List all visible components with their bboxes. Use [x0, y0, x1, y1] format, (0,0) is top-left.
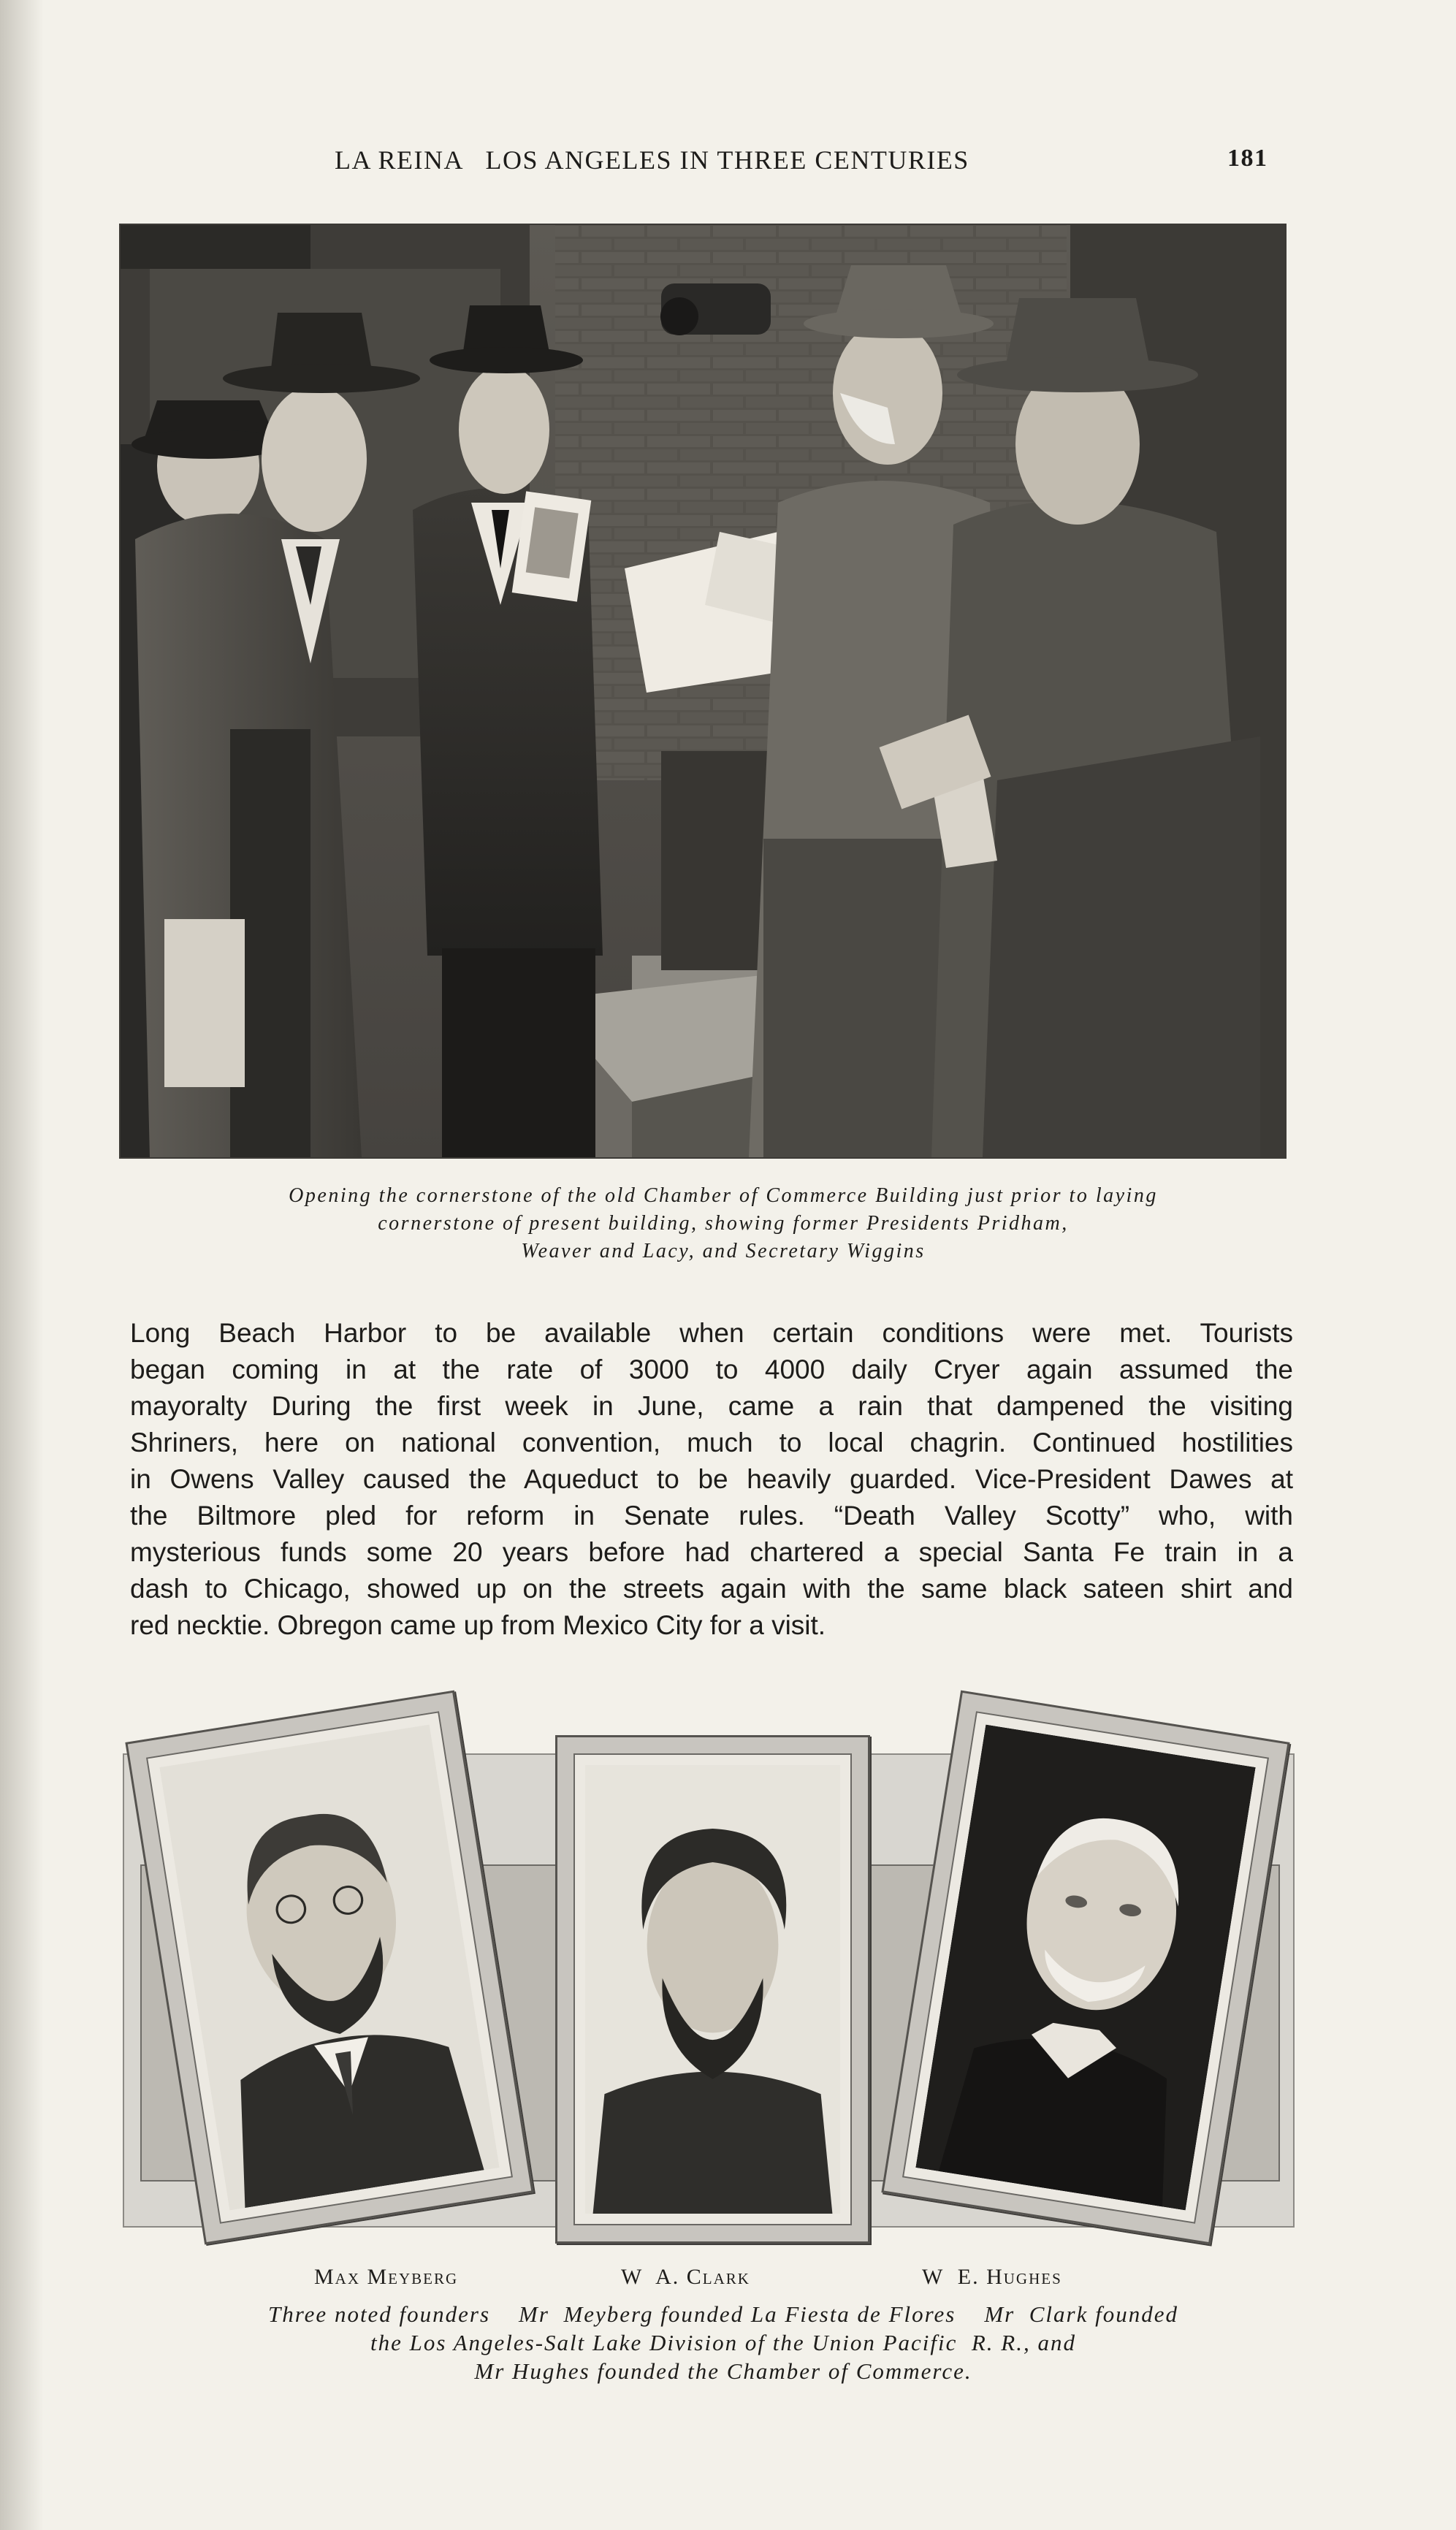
body-line: began coming in at the rate of 3000 to 4000 daily Cryer again assumed the	[130, 1354, 1293, 1384]
cornerstone-photograph	[119, 224, 1287, 1159]
body-line: Long Beach Harbor to be available when certain conditions were met. Tourists	[130, 1318, 1293, 1348]
caption-line: the Los Angeles-Salt Lake Division of the Union Pacific R. R., and	[370, 2330, 1076, 2355]
body-line: Shriners, here on national convention, much to local chagrin. Continued hostilities	[130, 1428, 1293, 1458]
caption-line: cornerstone of present building, showing former Presidents Pridham,	[378, 1212, 1069, 1235]
page-number: 181	[1227, 145, 1268, 172]
portrait-hughes	[915, 1725, 1255, 2211]
portrait-meyberg	[159, 1725, 499, 2211]
name-hughes: W E. Hughes	[922, 2265, 1062, 2289]
portrait-mat	[146, 1711, 513, 2224]
portrait-clark-illustration	[585, 1765, 840, 2214]
portraits-caption	[153, 2300, 1293, 2385]
caption-line: Weaver and Lacy, and Secretary Wiggins	[521, 1240, 926, 1262]
portrait-meyberg-illustration	[159, 1725, 499, 2211]
caption-line: Three noted founders Mr Meyberg founded La Fiesta de Flores Mr Clark founded	[268, 2301, 1178, 2327]
cornerstone-photo-illustration	[121, 225, 1285, 1157]
portrait-clark	[585, 1765, 840, 2214]
body-line: mysterious funds some 20 years before had chartered a special Santa Fe train in a	[130, 1537, 1293, 1567]
portrait-names	[0, 2265, 1456, 2297]
body-line: red necktie. Obregon came up from Mexico City for a visit.	[130, 1610, 826, 1640]
founders-portrait-collage	[123, 1684, 1292, 2254]
page-edge-shadow	[0, 0, 44, 2530]
running-header	[0, 139, 1456, 183]
body-paragraph	[130, 1315, 1293, 1644]
body-line: dash to Chicago, showed up on the streets again with the same black sateen shirt and	[130, 1574, 1293, 1604]
portrait-hughes-illustration	[915, 1725, 1255, 2211]
caption-line: Mr Hughes founded the Chamber of Commerce.	[474, 2358, 972, 2384]
portrait-mat	[573, 1753, 852, 2225]
body-line: in Owens Valley caused the Aqueduct to be heavily guarded. Vice-President Dawes at	[130, 1464, 1293, 1494]
portrait-frame-clark	[555, 1735, 870, 2244]
running-title: LA REINA LOS ANGELES IN THREE CENTURIES	[335, 145, 969, 175]
top-photo-caption	[161, 1182, 1286, 1265]
caption-line: Opening the cornerstone of the old Chamber of Commerce Building just prior to laying	[289, 1184, 1158, 1207]
name-clark: W A. Clark	[621, 2265, 750, 2289]
portrait-mat	[902, 1711, 1269, 2224]
name-meyberg: Max Meyberg	[314, 2265, 459, 2289]
body-line: mayoralty During the first week in June, came a rain that dampened the visiting	[130, 1391, 1293, 1421]
body-line: the Biltmore pled for reform in Senate rules. “Death Valley Scotty” who, with	[130, 1501, 1293, 1531]
